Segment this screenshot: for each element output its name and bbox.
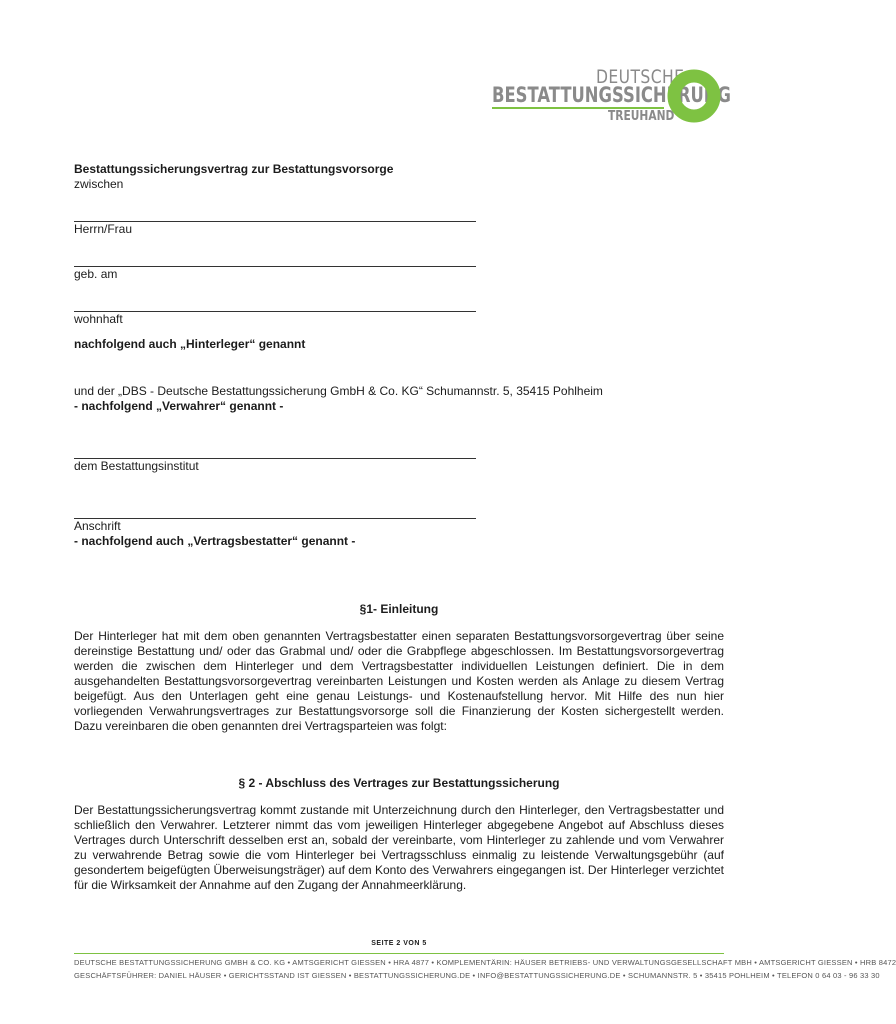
birth-date-line <box>74 252 476 267</box>
logo-ring-icon <box>666 68 722 124</box>
logo-line-3: TREUHAND <box>608 109 675 124</box>
address-label: Anschrift <box>74 519 121 533</box>
footer-rule <box>74 953 724 954</box>
footer-line-2: GESCHÄFTSFÜHRER: DANIEL HÄUSER • GERICHTSSTAND IST GIESSEN • BESTATTUNGSSICHERUNG.DE • INFO@BESTATTUNGSSICHERUNG.DE • SCHUMANNSTR. 5 • 35415 POHLHEIM • TELEFON 0 64 03 - 96 33 30 <box>74 971 880 980</box>
page-footer <box>74 940 896 980</box>
section-2-body: Der Bestattungssicherungsvertrag kommt zustande mit Unterzeichnung durch den Hinterleger, den Vertragsbestatter und schließlich den Verwahrer. Letzterer nimmt das vom jeweiligen Hinterleger abgegebene Angebot auf Abschluss dieses Vertrages durch Unterschrift desselben erst an, sobald der vereinbarte, vom Hinterleger zu zahlende und vom Verwahrer zu verwahrende Betrag sowie die vom Hinterleger bei Vertragsschluss einmalig zu leistende Verwaltungsgebühr (auf gesondertem beigefügten Überweisungsträger) auf dem Konto des Verwahrers eingegangen ist. Der Hinterleger verzichtet für die Wirksamkeit der Annahme auf den Zugang der Annahmeerklärung. <box>74 803 724 892</box>
document-body <box>74 162 724 893</box>
birth-date-label: geb. am <box>74 267 118 281</box>
custodian-text: und der „DBS - Deutsche Bestattungssicherung GmbH & Co. KG“ Schumannstr. 5, 35415 Pohlheim <box>74 384 603 398</box>
residence-label: wohnhaft <box>74 312 123 326</box>
name-line <box>74 207 476 222</box>
section-1-heading: §1- Einleitung <box>359 602 439 616</box>
name-label: Herrn/Frau <box>74 222 133 236</box>
funeral-home-note: - nachfolgend auch „Vertragsbestatter“ genannt - <box>74 534 356 548</box>
section-1-body: Der Hinterleger hat mit dem oben genannten Vertragsbestatter einen separaten Bestattungsvorsorgevertrag über seine dereinstige Bestattung und/ oder das Grabmal und/ oder die Grabpflege abgeschlossen. Im Bestattungsvorsorgevertrag werden die zwischen dem Hinterleger und dem Vertragsbestatter individuellen Leistungen definiert. Die in dem ausgehandelten Bestattungsvorsorgevertrag vereinbarten Leistungen und Kosten werden als Anlage zu diesem Vertrag beigefügt. Aus den Unterlagen geht eine genau Leistungs- und Kostenaufstellung hervor. Mit Hilfe des nun hier vorliegenden Verwahrungsvertrages zur Bestattungsvorsorge soll die Finanzierung der Kosten sichergestellt werden. Dazu vereinbaren die oben genannten drei Vertragsparteien was folgt: <box>74 629 724 733</box>
funeral-home-label: dem Bestattungsinstitut <box>74 459 199 473</box>
document-title: Bestattungssicherungsvertrag zur Bestattungsvorsorge <box>74 162 394 176</box>
funeral-home-line <box>74 444 476 459</box>
residence-line <box>74 297 476 312</box>
logo-line-1: DEUTSCHE <box>596 66 685 88</box>
depositor-note: nachfolgend auch „Hinterleger“ genannt <box>74 337 306 351</box>
logo-line-2: BESTATTUNGSSICHERUNG <box>492 83 731 107</box>
page-number: SEITE 2 VON 5 <box>371 940 427 947</box>
footer-line-1: DEUTSCHE BESTATTUNGSSICHERUNG GMBH & CO. KG • AMTSGERICHT GIESSEN • HRA 4877 • KOMPLEMENTÄRIN: HÄUSER BETRIEBS- UND VERWALTUNGSGESELLSCHAFT MBH • AMTSGERICHT GIESSEN • HRB 8472 <box>74 958 896 967</box>
section-2-heading: § 2 - Abschluss des Vertrages zur Bestattungssicherung <box>238 776 560 790</box>
between-text: zwischen <box>74 177 124 191</box>
custodian-note: - nachfolgend „Verwahrer“ genannt - <box>74 399 284 413</box>
company-logo <box>490 66 730 126</box>
address-line <box>74 504 476 519</box>
